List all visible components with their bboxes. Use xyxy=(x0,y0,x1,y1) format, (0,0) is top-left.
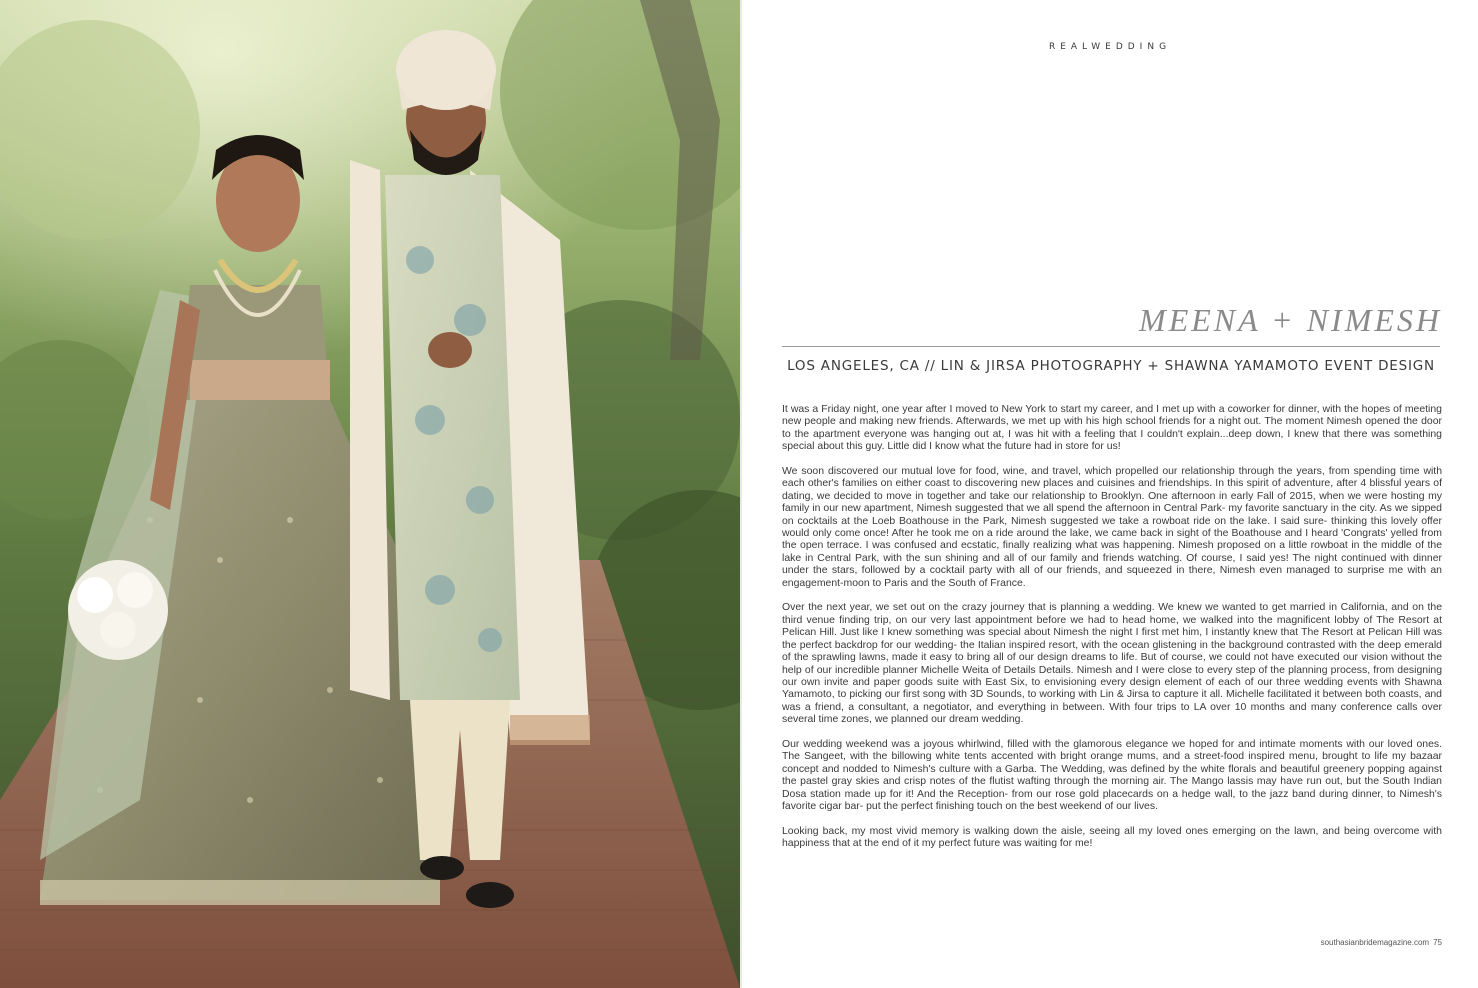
credit-line: LOS ANGELES, CA // LIN & JIRSA PHOTOGRAPHY + SHAWNA YAMAMOTO EVENT DESIGN xyxy=(787,358,1435,374)
title-rule xyxy=(782,346,1440,347)
footer-url: southasianbridemagazine.com xyxy=(1320,938,1430,947)
paragraph: It was a Friday night, one year after I moved to New York to start my career, and I met up with a coworker for dinner, with the hopes of meeting new people and making new friends. Afterwards, we met up with his high school friends for a night out. The moment Nimesh opened the door to the apartment everyone was hanging out at, I was hit with a feeling that I couldn't explain...deep down, I knew that there was something special about this guy. Little did I know what the future had in store for us! xyxy=(782,404,1442,453)
page-footer xyxy=(1321,938,1442,947)
paragraph: Our wedding weekend was a joyous whirlwind, filled with the glamorous elegance we hoped for and intimate moments with our loved ones. The Sangeet, with the billowing white tents accented with bright orange mums, and a street-food inspired menu, brought to life my bazaar concept and nodded to Nimesh's culture with a Garba. The Wedding, was defined by the white florals and beautiful greenery popping against the pastel gray skies and crisp notes of the flutist wafting through the morning air. The Mango lassis may have run out, but the South Indian Dosa station made up for it! And the Reception- from our rose gold placecards on a hedge wall, to the jazz band during dinner, to Nimesh's favorite cigar bar- put the perfect finishing touch on the best weekend of our lives. xyxy=(782,738,1442,812)
couple-title: MEENA + NIMESH xyxy=(1139,302,1442,338)
paragraph: Over the next year, we set out on the crazy journey that is planning a wedding. We knew we wanted to get married in California, and on the third venue finding trip, on our very last appointment before we had to head home, we walked into the magnificent lobby of The Resort at Pelican Hill. Just like I knew something was special about Nimesh the night I first met him, I instantly knew that The Resort at Pelican Hill was the perfect backdrop for our wedding- the Italian inspired resort, with the ocean glistening in the background contrasted with the deep emerald of the sprawling lawns, made it easy to bring all of our design dreams to life. But of course, we could not have executed our vision without the help of our incredible planner Michelle Weita of Details Details. Nimesh and I were close to every step of the planning process, from designing our own invite and paper goods suite with East Six, to envisioning every design element of each of our three wedding events with Shawna Yamamoto, to picking our first song with 3D Sounds, to working with Lin & Jirsa to capture it all. Michelle facilitated it between both coasts, and was a friend, a consultant, a negotiator, and everything in between. With four trips to LA over 10 months and many conference calls over several time zones, we planned our dream wedding. xyxy=(782,602,1442,726)
section-kicker: REALWEDDING xyxy=(1048,42,1172,52)
paragraph: We soon discovered our mutual love for food, wine, and travel, which propelled our relationship through the years, from spending time with each other's families on either coast to discovering new places and cuisines and friendships. In this spirit of adventure, after 4 blissful years of dating, we decided to move in together and take our relationship to Brooklyn. One afternoon in early Fall of 2015, when we were hosting my family in our new apartment, Nimesh suggested that we all spend the afternoon in Central Park- my favorite sanctuary in the city. As we sipped on cocktails at the Loeb Boathouse in the Park, Nimesh suggested we take a rowboat ride on the lake. I said sure- thinking this lovely offer would only come once! After he took me on a ride around the lake, we came back in sight of the Boathouse and I heard 'Congrats' yelled from the open terrace. I was confused and ecstatic, finally realizing what was happening. Nimesh proposed on a little rowboat in the middle of the lake in Central Park, with the sun shining and all of our family and friends watching. Of course, I said yes! The night continued with dinner under the stars, followed by a cocktail party with all of our friends, and squeezed in there, Nimesh even managed to surprise me with an engagement-moon to Paris and the South of France. xyxy=(782,466,1442,589)
page-number: 75 xyxy=(1433,938,1442,947)
paragraph: Looking back, my most vivid memory is walking down the aisle, seeing all my loved ones emerging on the lawn, and being overcome with happiness that at the end of it my perfect future was waiting for me! xyxy=(782,825,1442,850)
article-page xyxy=(742,0,1478,988)
article-body xyxy=(782,404,1442,863)
